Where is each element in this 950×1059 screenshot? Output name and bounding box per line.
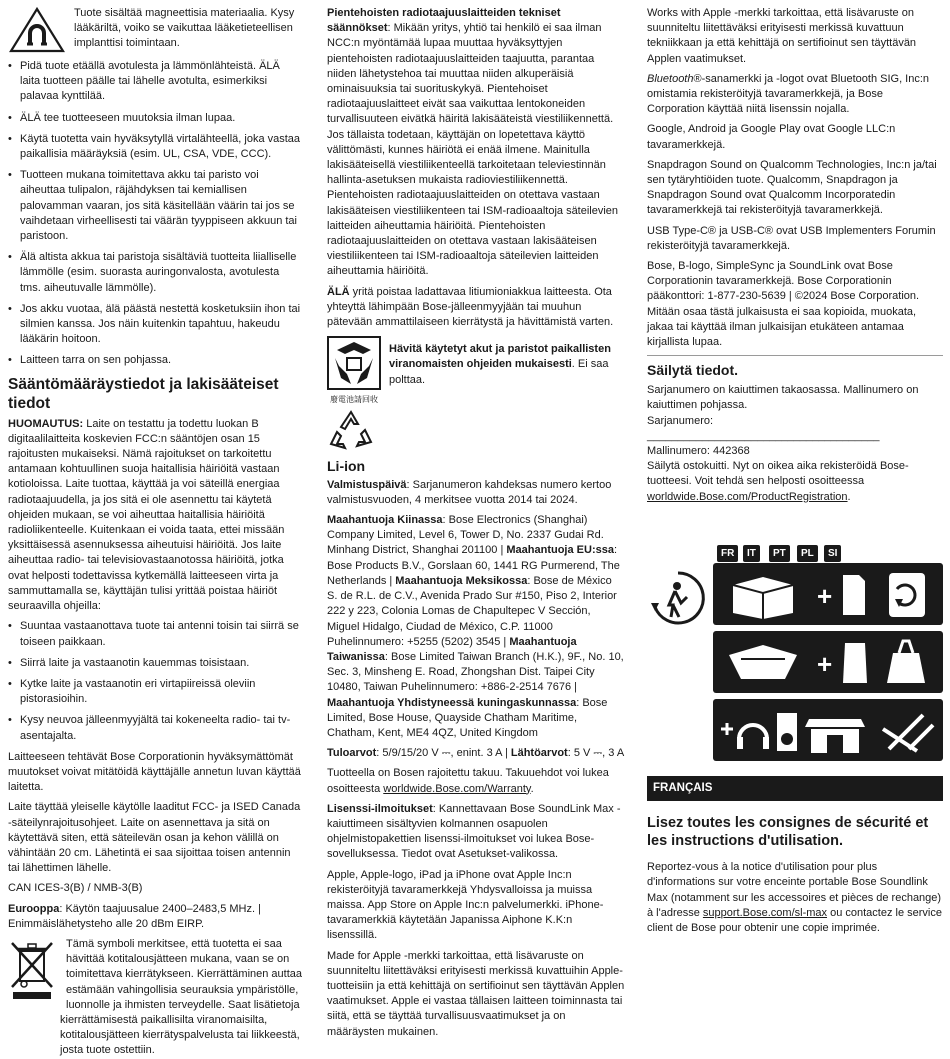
importer-china-label: Maahantuoja Kiinassa	[327, 514, 443, 527]
manufacture-date-text: : Sarjanumeron kahdeksas numero kertoo valmistusvuoden, 4 merkitsee vuotta 2014 tai 2024.	[327, 478, 612, 506]
svg-text:+: +	[817, 580, 833, 611]
list-item: • Laitteen tarra on sen pohjassa.	[8, 353, 303, 368]
notice-text: Laite on testattu ja todettu luokan B digitaalilaitteita koskevien FCC:n sääntöjen osan 15 rajoitusten mukaiseksi. Nämä rajoitukset on tarkoitettu antamaan kohtuullinen suoja haitallisia häiriöitä vastaan kotioloissa. Laite tuottaa, käyttää ja voi säteillä energiaa radiotaajuudella, ja jos sitä ei ole asennettu tai käytetä ohjeiden mukaan, se voi aiheuttaa haitallisia häiriöitä radioliikenteelle. Kuitenkaan ei voida taata, ettei missään yksittäisessä asennuksessa aiheutuisi häiriöitä. Jos laite aiheuttaa radio- tai televisiovastaanotossa häiriöitä, jotka ovat helposti todettavissa kytkemällä laitteeseen virta ja sammuttamalla se, käyttäjän tulisi yrittää poistaa häiriöt seuraavilla ohjeilla:	[8, 417, 285, 613]
country-tag: FR	[717, 545, 738, 562]
changes-paragraph: Laitteeseen tehtävät Bose Corporationin hyväksymättömät muutokset voivat mitätöidä käyttäjälle annetun luvan käyttää laitetta.	[8, 750, 301, 794]
magnet-warning-icon	[8, 6, 66, 54]
manufacture-date	[327, 478, 625, 508]
warranty-end: .	[530, 782, 534, 795]
list-item: • Siirrä laite ja vastaanotin kauemmas toisistaan.	[8, 656, 303, 671]
fcc-ised-paragraph: Laite täyttää yleiselle käytölle laaditut FCC- ja ISED Canada -säteilynrajoitusohjeet. Laite on asennettava ja sitä on käytettävä siten, että säteilevän osan ja kehon välillä on vähintään 20 cm. Lähetintä ei saa sijoittaa toisen antennin tai lähettimen lähelle.	[8, 801, 301, 875]
google-trademark: Google, Android ja Google Play ovat Google LLC:n tavaramerkkejä.	[647, 123, 896, 151]
registration-end: .	[847, 490, 851, 503]
warranty-text: Tuotteella on Bosen rajoitettu takuu. Takuuehdot voi lukea osoitteesta	[327, 767, 609, 795]
europe-paragraph	[8, 902, 303, 932]
license-text: : Kannettavaan Bose SoundLink Max -kaiuttimeen sisältyvien kolmannen osapuolen ohjelmistopakettien lisenssi-ilmoitukset voi lukea Bose-sovelluksessa. Tiedot ovat Asetukset-valikossa.	[327, 802, 621, 861]
column-3	[647, 6, 943, 941]
snapdragon-trademark: Snapdragon Sound on Qualcomm Technologies, Inc:n ja/tai sen tytäryhtiöiden tuote. Qualcomm, Snapdragon ja Snapdragon Sound ovat Qualcomm Incorporatedin tavaramerkkejä tai rekisteröityjä tavaramerkkejä.	[647, 158, 937, 217]
works-with-apple: Works with Apple -merkki tarkoittaa, että lisävaruste on suunniteltu liitettäväksi erityisesti merkissä kuvattuun tekniikkaan ja että kehittäjä on sertifioinut sen täyttävän Applen vaatimukset.	[647, 7, 917, 65]
french-support-link[interactable]: support.Bose.com/sl-max	[702, 906, 828, 919]
svg-text:+: +	[817, 648, 833, 679]
bluetooth-text: ®-sanamerkki ja -logot ovat Bluetooth SIG, Inc:n omistamia rekisteröityjä tavaramerkkejä, ja Bose Corporation käyttää niitä lisenssin nojalla.	[647, 72, 930, 116]
language-bar-french: FRANÇAIS	[647, 776, 943, 801]
made-for-apple: Made for Apple -merkki tarkoittaa, että lisävaruste on suunniteltu liitettäväksi erityisesti merkissä kuvattuihin Apple-tuotteisiin ja että kehittäjä on sertifioinut sen täyttävän Applen vaatimukset. Apple ei vastaa tällaisen laitteen toiminnasta tai siitä, että se täyttää turvallisuusvaatimukset ja on määräysten mukainen.	[327, 949, 625, 1038]
magnet-warning-text: Tuote sisältää magneettisia materiaalia. Kysy lääkäriltä, voiko se vaikuttaa lääketieteellisen implanttisi toimintaan.	[74, 7, 295, 50]
importer-eu-label: Maahantuoja EU:ssa	[506, 544, 614, 557]
triman-sorting-info	[647, 545, 943, 770]
license-paragraph	[327, 802, 625, 863]
apple-trademark: Apple, Apple-logo, iPad ja iPhone ovat Apple Inc:n rekisteröityjä tavaramerkkejä Yhdysvalloissa ja muissa maissa. App Store on Apple Inc:n palvelumerkki. iPhone-tavaramerkkiä käytetään Japanissa Aiphone K.K:n lisenssillä.	[327, 868, 604, 942]
importer-taiwan-label: Maahantuoja Taiwanissa	[327, 635, 577, 663]
tray-film-bag-icon	[713, 631, 943, 693]
keep-info-heading: Säilytä tiedot.	[647, 362, 739, 379]
recycle-icon	[327, 408, 375, 452]
list-item: • Jos akku vuotaa, älä päästä nestettä kosketuksiin ihon tai silmien kanssa. Jos näin kuitenkin tapahtuu, hakeudu lääkärin hoitoon.	[8, 302, 303, 348]
list-item: • Pidä tuote etäällä avotulesta ja lämmönlähteistä. ÄLÄ laita tuotteen päälle tai lähelle avotulta, esimerkiksi palavaa kynttilää.	[8, 59, 303, 105]
lithium-text: yritä poistaa ladattavaa litiumioniakkua laitteesta. Ota yhteyttä lähimpään Bose-jälleenmyyjään tai muuhun pätevään ammattilaiseen kierrätystä ja hävittämistä varten.	[327, 285, 614, 329]
list-item: • Suuntaa vastaanottava tuote tai antenni toisin tai siirrä se toiseen paikkaan.	[8, 619, 303, 649]
importer-mexico-label: Maahantuoja Meksikossa	[395, 574, 528, 587]
lithium-label: ÄLÄ	[327, 285, 350, 298]
lithium-paragraph	[327, 285, 625, 331]
serial-number-field: Sarjanumero: ______________________________________	[647, 414, 880, 442]
taiwan-recycle-caption: 廢電池請回收	[330, 395, 378, 405]
warranty-link[interactable]: worldwide.Bose.com/Warranty	[383, 782, 531, 795]
can-ices-label: CAN ICES-3(B) / NMB-3(B)	[8, 882, 143, 895]
taiwan-ncc-heading: Pientehoisten radiotaajuuslaitteiden tekniset säännökset	[327, 7, 561, 35]
license-label: Lisenssi-ilmoitukset	[327, 802, 433, 815]
divider	[647, 355, 943, 356]
regulatory-heading: Sääntömääräystiedot ja lakisääteiset tiedot	[8, 375, 279, 412]
usb-trademark: USB Type-C® ja USB-C® ovat USB Implementers Forumin rekisteröityjä tavaramerkkejä.	[647, 224, 936, 252]
column-1	[8, 6, 303, 1059]
box-paper-bin-icon	[713, 563, 943, 625]
country-tag: SI	[824, 545, 841, 562]
french-tail: ou contactez le service client de Bose pour obtenir une copie imprimée.	[647, 906, 942, 934]
importer-uk-text: : Bose Limited, Bose House, Quayside Chatham Maritime, Chatham, Kent, ME4 4QZ, United Kingdom	[327, 696, 608, 739]
importer-mexico-text: : Bose de México S. de R.L. de C.V., Avenida Prado Sur #150, Piso 2, Interior 222 y 223, Colonia Lomas de Chapultepec V Sección, Miguel Hidalgo, Ciudad de México, C.P. 11000 Puhelinnumero: +5255 (5202) 3545 |	[327, 574, 617, 648]
bose-trademark: Bose, B-logo, SimpleSync ja SoundLink ovat Bose Corporationin tavaramerkkejä. Bose Corporationin pääkonttori: 1-877-230-5639 | ©2024 Bose Corporation. Mitään osaa tästä julkaisusta ei saa kopioida, muokata, jakaa tai käyttää ilman julkaisijan etukäteen antamaa kirjallista lupaa.	[647, 260, 920, 349]
notice-label: HUOMAUTUS:	[8, 417, 84, 430]
list-item: • Kysy neuvoa jälleenmyyjältä tai kokeneelta radio- tai tv-asentajalta.	[8, 713, 303, 743]
input-text: : 5/9/15/20 V ⎓, enint. 3 A |	[376, 747, 511, 760]
importer-uk-label: Maahantuoja Yhdistyneessä kuningaskunnassa	[327, 696, 577, 709]
importer-china-text: : Bose Electronics (Shanghai) Company Limited, Level 6, Tower D, No. 2337 Gudai Rd. Minhang District, Shanghai 201100 |	[327, 514, 604, 557]
model-number: Mallinumero: 442368	[647, 445, 750, 458]
power-ratings	[327, 746, 625, 761]
country-tag: IT	[743, 545, 760, 562]
taiwan-ncc-paragraph	[327, 6, 625, 280]
warranty-paragraph	[327, 766, 625, 796]
country-tag: PL	[797, 545, 818, 562]
registration-paragraph	[647, 459, 943, 505]
list-item: • Käytä tuotetta vain hyväksytyllä virtalähteellä, joka vastaa paikallisia määräyksiä (esim. UL, CSA, VDE, CCC).	[8, 132, 303, 162]
taiwan-recycle-mark	[327, 336, 381, 404]
sorting-row-packaging	[713, 563, 943, 625]
french-text: Reportez-vous à la notice d'utilisation pour plus d'informations sur votre enceinte portable Bose Soundlink Max (notamment sur les accessoires et pièces de rechange) à l'adresse	[647, 861, 942, 919]
registration-link[interactable]: worldwide.Bose.com/ProductRegistration	[647, 490, 848, 503]
importer-eu-text: : Bose Products B.V., Gorslaan 60, 1441 RG Purmerend, The Netherlands |	[327, 544, 620, 587]
sorting-row-electronics	[713, 699, 943, 761]
liion-mark	[327, 408, 379, 473]
weee-block	[8, 937, 303, 1059]
taiwan-ncc-text: : Mikään yritys, yhtiö tai henkilö ei saa ilman NCC:n myöntämää lupaa muuttaa hyväksyttyjen pientehoisten radiotaajuuslaitteiden taajuutta, parantaa niiden lähetystehoa tai muuttaa niiden alkuperäisiä ominaisuuksia tai suorituskykyä. Pientehoiset radiotaajuuslaitteet eivät saa vaikuttaa lentokoneiden turvallisuuteen eivätkä häiritä lakisääteistä viestiliikennettä. Jos tällaista todetaan, käyttäjän on lopetettava käyttö välittömästi, kunnes häiriötä ei enää ilmene. Mainitulla lakisääteisellä viestiliikenteellä tarkoitetaan televiestinnän hallinta-asetuksen mukaista radioviestiliikennettä. Pientehoisten radiotaajuuslaitteiden on otettava vastaan lakisääteisen viestiliikenteen tai ISM-radioaaltoja säteilevien laitteiden aiheuttamia häiriöitä. Pientehoisten radiotaajuuslaitteiden on otettava vastaan lakisääteisen viestiliikenteen tai ISM-radioaaltoja säteilevien laitteiden aiheuttamia häiriöitä.	[327, 22, 619, 278]
europe-text: : Käytön taajuusalue 2400–2483,5 MHz. | Enimmäislähetysteho alle 20 dBm EIRP.	[8, 902, 261, 930]
safety-list	[8, 59, 303, 369]
crossed-bin-icon	[8, 939, 56, 1001]
keep-info-text: Sarjanumero on kaiuttimen takaosassa. Mallinumero on kaiuttimen pohjassa.	[647, 384, 919, 412]
magnet-warning	[8, 6, 303, 54]
importer-taiwan-text: : Bose Limited Taiwan Branch (H.K.), 9F., No. 10, Sec. 3, Minsheng E. Road, Zhongshan Dist. Taipei City 10480, Taiwan Puhelinnumero: +886-2-2514 7676 |	[327, 650, 624, 694]
battery-disposal-bold: Hävitä käytetyt akut ja paristot paikallisten viranomaisten ohjeiden mukaisesti	[389, 343, 611, 371]
importers-paragraph	[327, 513, 625, 741]
column-2	[327, 6, 625, 1045]
manufacture-date-label: Valmistuspäivä	[327, 478, 407, 491]
list-item: • ÄLÄ tee tuotteeseen muutoksia ilman lupaa.	[8, 111, 303, 126]
battery-disposal-tail: . Ei saa polttaa.	[389, 358, 609, 386]
french-title: Lisez toutes les consignes de sécurité et les instructions d'utilisation.	[647, 815, 929, 849]
fcc-notice	[8, 417, 303, 615]
output-label: Lähtöarvot	[510, 747, 568, 760]
electronics-store-icon	[713, 699, 943, 761]
triman-icon	[649, 569, 707, 627]
registration-text: Säilytä ostokuitti. Nyt on oikea aika rekisteröidä Bose-tuotteesi. Voit tehdä sen helposti osoitteessa	[647, 460, 909, 488]
list-item: • Tuotteen mukana toimitettava akku tai paristo voi aiheuttaa tulipalon, räjähdyksen tai kemiallisen palovamman vaaran, jos sitä käsitellään väärin tai jos se vaihdetaan virheellisesti tai väärän tyyppiseen akkuun tai paristoon.	[8, 168, 303, 244]
battery-recycle-block	[327, 336, 625, 404]
europe-label: Eurooppa	[8, 902, 60, 915]
weee-text: Tämä symboli merkitsee, että tuotetta ei saa hävittää kotitalousjätteen mukana, vaan se on toimitettava kierrätykseen. Kierrättäminen auttaa estämään vahingollisia seurauksia ympäristölle, luonnolle ja ihmisten terveydelle. Saat lisätietoja kierrättämisestä paikallisilta viranomaisilta, kotitalousjätteen kierrätyspalvelusta tai liikkeestä, josta tuote ostettiin.	[60, 937, 303, 1057]
country-tag: PT	[769, 545, 790, 562]
fcc-list	[8, 619, 303, 743]
battery-recycle-icon	[327, 336, 381, 390]
liion-caption: Li-ion	[327, 457, 366, 474]
list-item: • Kytke laite ja vastaanotin eri virtapiireissä oleviin pistorasioihin.	[8, 677, 303, 707]
sorting-row-tray	[713, 631, 943, 693]
bluetooth-word: Bluetooth	[647, 72, 694, 85]
bluetooth-trademark	[647, 72, 943, 118]
list-item: • Älä altista akkua tai paristoja sisältäviä tuotteita liialliselle lämmölle (esim. suorasta auringonvalosta, avotulesta tms. aiheutuvalle lämmölle).	[8, 250, 303, 296]
french-paragraph	[647, 860, 943, 936]
input-label: Tuloarvot	[327, 747, 377, 760]
battery-disposal-text	[389, 336, 625, 388]
output-text: : 5 V ⎓, 3 A	[567, 747, 625, 760]
